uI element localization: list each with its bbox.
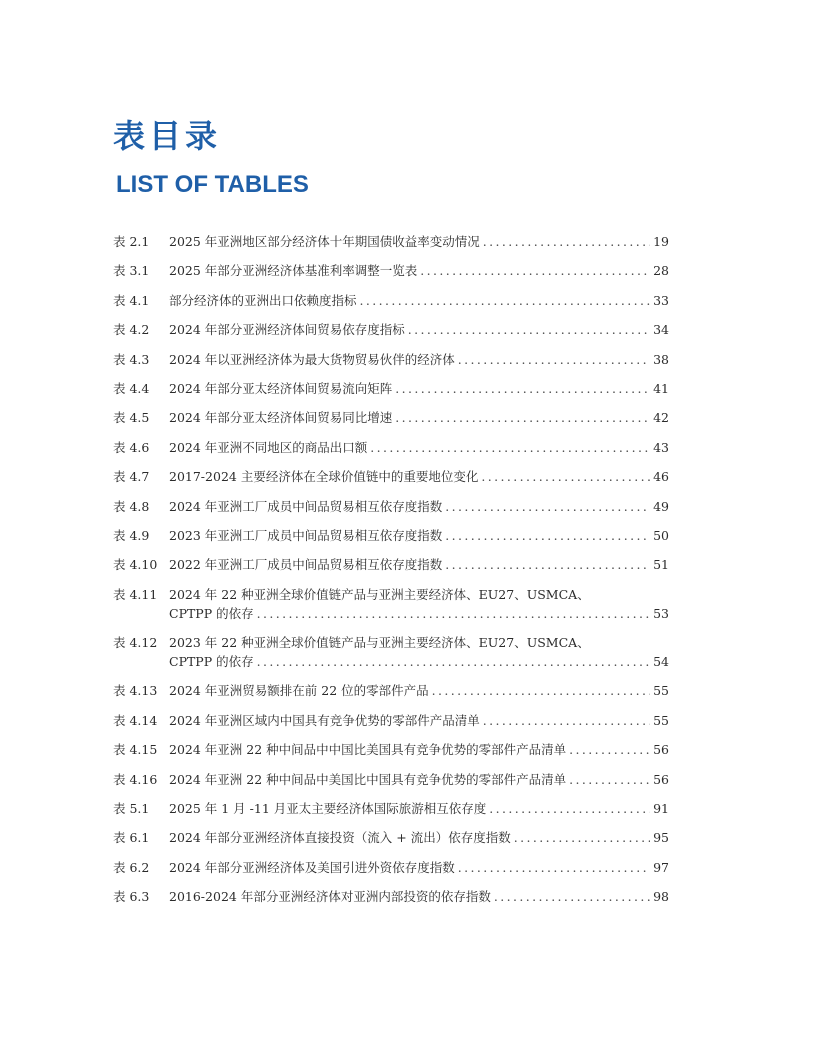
- toc-entry-number: 表 4.15: [113, 742, 158, 758]
- toc-entry-number: 表 6.2: [113, 859, 150, 875]
- dot-leader: [514, 828, 650, 847]
- toc-entry-number: 表 4.3: [113, 351, 150, 367]
- toc-entry-title: 2025 年亚洲地区部分经济体十年期国债收益率变动情况: [169, 234, 480, 249]
- toc-entry-body: [169, 467, 669, 486]
- toc-entry-number: 表 4.2: [113, 322, 150, 338]
- toc-entry-leader-line: [169, 740, 669, 759]
- toc-entry-number: 表 4.8: [113, 498, 150, 514]
- toc-entry-leader-line: [169, 858, 669, 877]
- toc-entry-number: 表 4.11: [113, 586, 158, 602]
- toc-entry-body: [169, 408, 669, 427]
- dot-leader: [458, 858, 650, 877]
- toc-entry-leader-line: [169, 604, 669, 623]
- dot-leader: [569, 740, 650, 759]
- toc-entry-body: [169, 320, 669, 339]
- toc-entry-number: 表 6.1: [113, 830, 150, 846]
- toc-entry[interactable]: [113, 320, 669, 339]
- toc-entry-title: 2022 年亚洲工厂成员中间品贸易相互依存度指数: [169, 557, 443, 573]
- toc-entry[interactable]: [113, 526, 669, 545]
- toc-entry-title: 2025 年部分亚洲经济体基准利率调整一览表: [169, 263, 418, 279]
- toc-entry-leader-line: [169, 261, 669, 280]
- toc-entry-leader-line: [169, 438, 669, 457]
- toc-entry[interactable]: [113, 497, 669, 516]
- toc-entry-leader-line: [169, 232, 669, 251]
- toc-entry[interactable]: [113, 350, 669, 369]
- toc-entry[interactable]: [113, 379, 669, 398]
- toc-entry-number: 表 4.16: [113, 771, 158, 787]
- toc-entry-number: 表 5.1: [113, 801, 150, 817]
- toc-entry-leader-line: [169, 379, 669, 398]
- toc-entry-page-number: 38: [653, 351, 669, 367]
- toc-entry-body: [169, 232, 669, 251]
- toc-entry-body: [169, 350, 669, 369]
- toc-entry-page-number: 91: [653, 801, 669, 817]
- toc-entry-leader-line: [169, 467, 669, 486]
- toc-entry-leader-line: [169, 526, 669, 545]
- toc-entry-page-number: 56: [653, 742, 669, 758]
- toc-entry-leader-line: [169, 408, 669, 427]
- toc-entry-title: 2016-2024 年部分亚洲经济体对亚洲内部投资的依存指数: [169, 889, 491, 905]
- toc-entry-page-number: 55: [653, 683, 669, 699]
- toc-entry-title: 2024 年亚洲工厂成员中间品贸易相互依存度指数: [169, 498, 443, 514]
- toc-entry-number: 表 4.4: [113, 380, 150, 396]
- toc-entry-body: [169, 858, 669, 877]
- toc-entry-title: 2024 年亚洲贸易额排在前 22 位的零部件产品: [169, 683, 429, 699]
- toc-entry[interactable]: [113, 740, 669, 759]
- toc-entry[interactable]: [113, 770, 669, 789]
- dot-leader: [483, 711, 650, 730]
- dot-leader: [445, 555, 650, 574]
- toc-entry-body: [169, 711, 669, 730]
- toc-entry-leader-line: [169, 320, 669, 339]
- toc-entry-body: [169, 497, 669, 516]
- page-title: 表目录: [113, 117, 222, 155]
- toc-entry-number: 表 6.3: [113, 889, 150, 905]
- toc-entry-title: 2024 年部分亚洲经济体直接投资（流入 + 流出）依存度指数: [169, 830, 511, 846]
- toc-entry-number: 表 4.14: [113, 712, 158, 728]
- toc-entry-number: 表 4.1: [113, 292, 150, 308]
- toc-entry-number: 表 4.5: [113, 410, 150, 426]
- toc-entry[interactable]: [113, 408, 669, 427]
- toc-entry-leader-line: [169, 681, 669, 700]
- toc-entry-leader-line: [169, 887, 669, 906]
- toc-entry-page-number: 55: [653, 712, 669, 728]
- toc-entry-title: 部分经济体的亚洲出口依赖度指标: [169, 292, 357, 308]
- toc-entry[interactable]: [113, 681, 669, 700]
- toc-entry-title: 2024 年部分亚洲经济体及美国引进外资依存度指数: [169, 859, 455, 875]
- toc-entry-leader-line: [169, 770, 669, 789]
- toc-entry-body: [169, 379, 669, 398]
- dot-leader: [370, 438, 650, 457]
- toc-entry-page-number: 33: [653, 292, 669, 308]
- toc-entry-title: 2025 年 1 月 -11 月亚太主要经济体国际旅游相互依存度: [169, 801, 487, 817]
- dot-leader: [420, 261, 650, 280]
- toc-entry[interactable]: [113, 261, 669, 280]
- toc-entry-page-number: 51: [653, 557, 669, 573]
- toc-entry-leader-line: [169, 555, 669, 574]
- toc-entry-number: 表 4.7: [113, 469, 150, 485]
- toc-entry-leader-line: [169, 652, 669, 671]
- toc-entry-body: [169, 291, 669, 310]
- toc-entry-body: [169, 740, 669, 759]
- dot-leader: [445, 497, 650, 516]
- toc-entry-number: 表 2.1: [113, 234, 150, 249]
- dot-leader: [494, 887, 650, 906]
- toc-entry[interactable]: [113, 467, 669, 486]
- toc-entry-leader-line: [169, 799, 669, 818]
- toc-entry-body: [169, 799, 669, 818]
- dot-leader: [458, 350, 650, 369]
- toc-entry-number: 表 4.9: [113, 527, 150, 543]
- toc-entry-title: 2024 年亚洲 22 种中间品中中国比美国具有竞争优势的零部件产品清单: [169, 742, 567, 758]
- toc-entry-leader-line: [169, 828, 669, 847]
- toc-entry-body: [169, 526, 669, 545]
- toc-entry[interactable]: [113, 828, 669, 847]
- toc-entry-body: [169, 555, 669, 574]
- dot-leader: [257, 604, 650, 623]
- toc-entry-leader-line: [169, 497, 669, 516]
- toc-entry-title: 2024 年部分亚洲经济体间贸易依存度指标: [169, 322, 405, 338]
- toc-entry-title: 2024 年部分亚太经济体间贸易同比增速: [169, 410, 393, 426]
- dot-leader: [481, 467, 650, 486]
- toc-entry-body: [169, 770, 669, 789]
- dot-leader: [408, 320, 650, 339]
- dot-leader: [489, 799, 650, 818]
- toc-entry-page-number: 43: [653, 439, 669, 455]
- toc-entry-page-number: 98: [653, 889, 669, 905]
- toc-entry-page-number: 95: [653, 830, 669, 846]
- dot-leader: [432, 681, 650, 700]
- toc-entry-number: 表 3.1: [113, 263, 150, 279]
- toc-entry-page-number: 54: [653, 654, 669, 670]
- toc-entry-title: CPTPP 的依存: [169, 605, 254, 621]
- dot-leader: [483, 232, 650, 251]
- toc-entry-number: 表 4.6: [113, 439, 150, 455]
- toc-entry-number: 表 4.10: [113, 557, 158, 573]
- toc-entry[interactable]: [113, 555, 669, 574]
- toc-entry-body: [169, 438, 669, 457]
- toc-entry-title: 2023 年亚洲工厂成员中间品贸易相互依存度指数: [169, 527, 443, 543]
- toc-entry-number: 表 4.12: [113, 635, 158, 651]
- toc-entry-title: 2024 年亚洲 22 种中间品中美国比中国具有竞争优势的零部件产品清单: [169, 771, 567, 787]
- toc-entry-page-number: 41: [653, 380, 669, 396]
- toc-entry-body: [169, 261, 669, 280]
- toc-entry[interactable]: [113, 711, 669, 730]
- toc-entry-body: [169, 828, 669, 847]
- toc-entry[interactable]: [113, 438, 669, 457]
- toc-entry-number: 表 4.13: [113, 683, 158, 699]
- toc-entry[interactable]: [113, 799, 669, 818]
- toc-entry-page-number: 97: [653, 859, 669, 875]
- toc-entry-title-line: 2023 年 22 种亚洲全球价值链产品与亚洲主要经济体、EU27、USMCA、: [169, 635, 590, 651]
- toc-entry-leader-line: [169, 291, 669, 310]
- toc-entry-title: 2024 年亚洲区域内中国具有竞争优势的零部件产品清单: [169, 712, 480, 728]
- toc-entry-title: 2017-2024 主要经济体在全球价值链中的重要地位变化: [169, 469, 479, 485]
- toc-entry[interactable]: [113, 633, 669, 671]
- toc-entry-title-line: 2024 年 22 种亚洲全球价值链产品与亚洲主要经济体、EU27、USMCA、: [169, 586, 590, 602]
- dot-leader: [395, 379, 650, 398]
- dot-leader: [395, 408, 650, 427]
- toc-entry-leader-line: [169, 350, 669, 369]
- toc-entry-page-number: 49: [653, 498, 669, 514]
- toc-entry-page-number: 53: [653, 605, 669, 621]
- toc-entry[interactable]: [113, 858, 669, 877]
- toc-entry-title: 2024 年部分亚太经济体间贸易流向矩阵: [169, 380, 393, 396]
- toc-entry-body: [169, 633, 669, 671]
- table-of-contents: [113, 232, 669, 917]
- page-subtitle: LIST OF TABLES: [116, 171, 309, 198]
- toc-entry-title: 2024 年以亚洲经济体为最大货物贸易伙伴的经济体: [169, 351, 455, 367]
- toc-entry-body: [169, 585, 669, 623]
- toc-entry-page-number: 46: [653, 469, 669, 485]
- toc-entry[interactable]: [113, 232, 669, 251]
- toc-entry-leader-line: [169, 711, 669, 730]
- toc-entry-page-number: 19: [653, 234, 669, 249]
- dot-leader: [257, 652, 650, 671]
- toc-entry[interactable]: [113, 291, 669, 310]
- toc-entry-title: 2024 年亚洲不同地区的商品出口额: [169, 439, 368, 455]
- dot-leader: [445, 526, 650, 545]
- toc-entry-page-number: 42: [653, 410, 669, 426]
- toc-entry-body: [169, 887, 669, 906]
- dot-leader: [360, 291, 650, 310]
- toc-entry-page-number: 28: [653, 263, 669, 279]
- toc-entry-title: CPTPP 的依存: [169, 654, 254, 670]
- dot-leader: [569, 770, 650, 789]
- toc-entry-page-number: 56: [653, 771, 669, 787]
- toc-entry-page-number: 50: [653, 527, 669, 543]
- toc-entry-page-number: 34: [653, 322, 669, 338]
- toc-entry[interactable]: [113, 585, 669, 623]
- toc-entry-body: [169, 681, 669, 700]
- toc-entry[interactable]: [113, 887, 669, 906]
